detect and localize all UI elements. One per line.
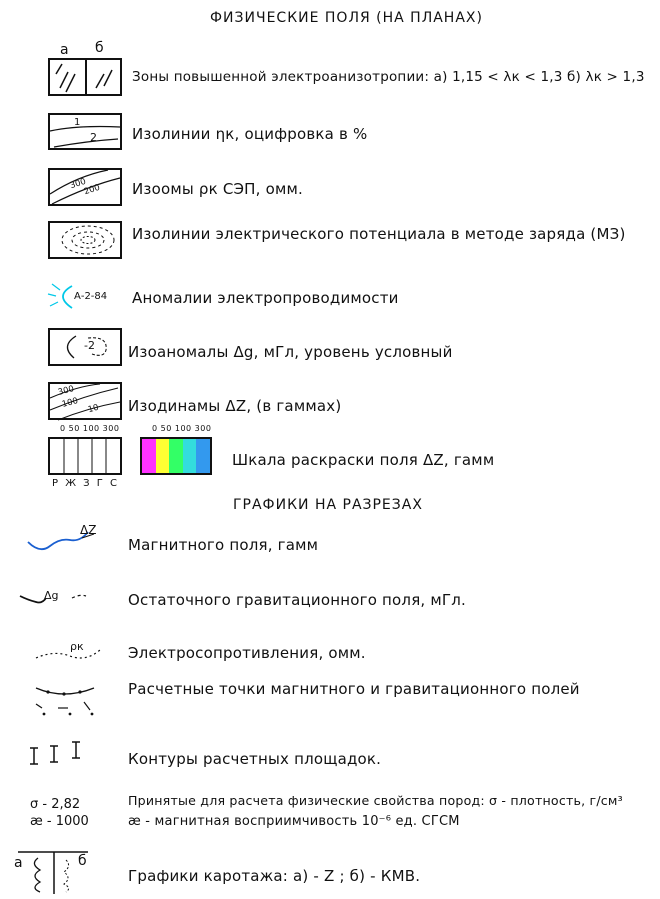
gravity-mark: Δg [44, 589, 59, 602]
isoanomaly-mark: -2 [84, 339, 95, 352]
scale-label: Шкала раскраски поля ΔZ, гамм [232, 451, 495, 469]
sub-label-b: б [95, 40, 104, 56]
scale-swatch-4 [183, 439, 197, 473]
anomaly-code: А-2-84 [74, 291, 108, 302]
isoanomaly-label: Изоаномалы Δg, мГл, уровень условный [128, 343, 453, 361]
resistivity-label: Электросопротивления, омм. [128, 644, 366, 662]
logging-sub-a: а [14, 855, 23, 871]
resistivity-mark: ρк [70, 640, 84, 653]
potential-dashed-ellipses [48, 221, 122, 259]
isodynamics-tick-300: 300 [56, 384, 76, 398]
scale-ticks-right: 0 50 100 300 [152, 424, 212, 433]
contours-symbol [28, 738, 98, 768]
isoohms-label: Изоомы ρк СЭП, омм. [132, 180, 303, 198]
anisotropy-hatching [48, 58, 122, 96]
properties-line-2: æ - магнитная восприимчивость 10⁻⁶ ед. СГСМ [128, 814, 460, 829]
scale-letters: Р Ж З Г С [52, 478, 120, 489]
magnetic-label: Магнитного поля, гамм [128, 536, 319, 554]
sub-label-a: а [60, 42, 69, 58]
properties-line-1: Принятые для расчета физические свойства пород: σ - плотность, г/см³ [128, 793, 623, 808]
logging-label: Графики каротажа: а) - Z ; б) - КМВ. [128, 867, 421, 885]
isodynamics-tick-10: 10 [86, 402, 100, 416]
properties-kappa: æ - 1000 [30, 814, 89, 829]
scale-swatch-1 [142, 439, 156, 473]
isodynamics-tick-100: 100 [60, 396, 80, 410]
logging-sub-b: б [78, 853, 87, 869]
isoohms-tick-300: 300 [68, 176, 88, 192]
calc-points-label: Расчетные точки магнитного и гравитационного полей [128, 680, 580, 698]
scale-bw-dividers [48, 437, 122, 475]
isolines-label: Изолинии ηк, оцифровка в % [132, 125, 368, 143]
anisotropy-label: Зоны повышенной электроанизотропии: а) 1,15 < λк < 1,3 б) λк > 1,3 [132, 69, 645, 85]
title-sections: ГРАФИКИ НА РАЗРЕЗАХ [233, 497, 423, 513]
isolines-tick-2: 2 [90, 131, 97, 144]
isodynamics-label: Изодинамы ΔZ, (в гаммах) [128, 397, 342, 415]
anomaly-label: Аномалии электропроводимости [132, 289, 399, 307]
gravity-label: Остаточного гравитационного поля, мГл. [128, 591, 466, 609]
title-plans: ФИЗИЧЕСКИЕ ПОЛЯ (НА ПЛАНАХ) [210, 10, 483, 26]
logging-symbol [18, 848, 90, 896]
isolines-curves [48, 113, 122, 150]
scale-swatch-5 [196, 439, 210, 473]
scale-swatch-2 [156, 439, 170, 473]
contours-label: Контуры расчетных площадок. [128, 750, 382, 768]
potential-label: Изолинии электрического потенциала в методе заряда (МЗ) [132, 225, 626, 243]
scale-swatch-3 [169, 439, 183, 473]
isolines-tick-1: 1 [74, 117, 81, 128]
resistivity-curve [34, 646, 104, 666]
properties-sigma: σ - 2,82 [30, 797, 81, 812]
isoohms-tick-200: 200 [82, 182, 102, 198]
scale-color-bar [140, 437, 212, 475]
calc-points-symbol [34, 682, 100, 718]
magnetic-mark: ΔZ [80, 523, 97, 537]
scale-ticks-left: 0 50 100 300 [60, 424, 120, 433]
